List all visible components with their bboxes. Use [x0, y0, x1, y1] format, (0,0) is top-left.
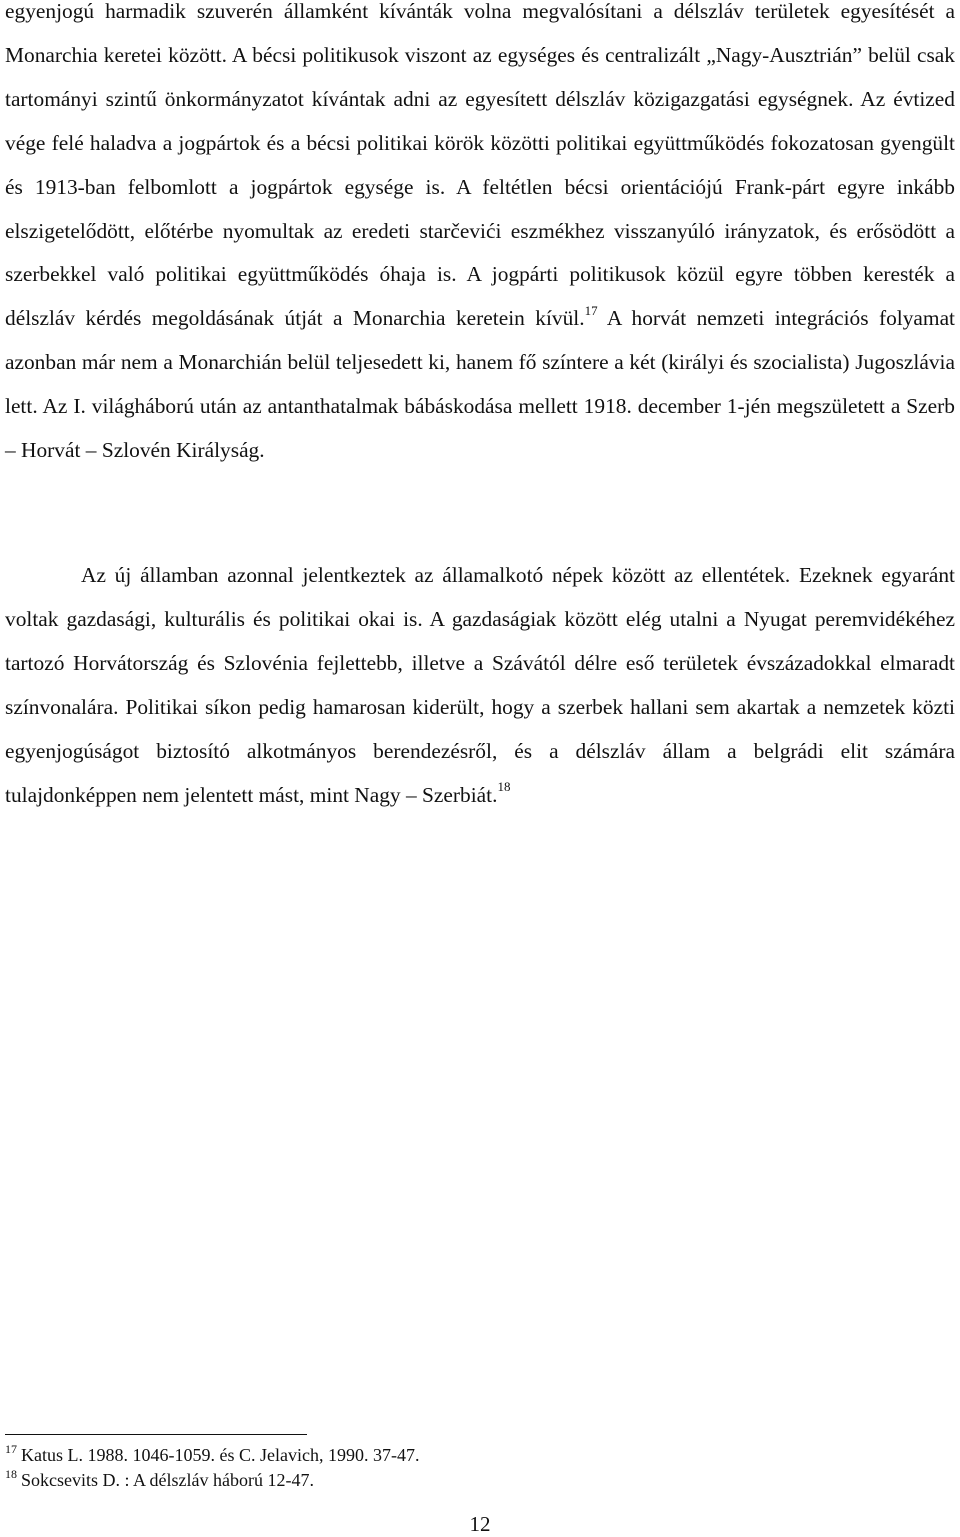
footnote-text: Katus L. 1988. 1046-1059. és C. Jelavich, 1990. 37-47. [21, 1445, 420, 1465]
footnotes [5, 1443, 905, 1493]
footnote-number: 17 [5, 1442, 17, 1456]
paragraph-2-text: Az új államban azonnal jelentkeztek az államalkotó népek között az ellentétek. Ezeknek egyaránt voltak gazdasági, kulturális és politikai okai is. A gazdaságiak között elég utalni a Nyugat peremvidékéhez tartozó Horvátország és Szlovénia fejlettebb, illetve a Szávától délre eső területek évszázadokkal elmaradt színvonalára. Politikai síkon pedig hamarosan kiderült, hogy a szerbek hallani sem akartak a nemzetek közti egyenjogúságot biztosító alkotmányos berendezésről, és a délszláv állam a belgrádi elit számára tulajdonképpen nem jelentett mást, mint Nagy – Szerbiát. [5, 563, 955, 807]
footnote-18 [5, 1468, 905, 1493]
paragraph-2 [5, 554, 955, 817]
paragraph-1-text-b: A horvát nemzeti integrációs folyamat azonban már nem a Monarchián belül teljesedett ki, hanem fő színtere a két (királyi és szocialista) Jugoszlávia lett. Az I. világháború után az antanthatalmak bábáskodása mellett 1918. december 1-jén megszületett a Szerb – Horvát – Szlovén Királyság. [5, 306, 956, 463]
footnote-17 [5, 1443, 905, 1468]
paragraph-1-text-a: egyenjogú harmadik szuverén államként kívánták volna megvalósítani a délszláv területek egyesítését a Monarchia keretei között. A bécsi politikusok viszont az egységes és centralizált „Nagy-Ausztrián” belül csak tartományi szintű önkormányzatot kívántak adni az egyesített délszláv közigazgatási egységnek. Az évtized vége felé haladva a jogpártok és a bécsi politikai körök közötti politikai együttműködés fokozatosan gyengült és 1913-ban felbomlott a jogpártok egysége is. A feltétlen bécsi orientációjú Frank-párt egyre inkább elszigetelődött, előtérbe nyomultak az eredeti starčevići eszmékhez visszanyúló irányzatok, és erősödött a szerbekkel való politikai együttműködés óhaja is. A jogpárti politikusok közül egyre többen keresték a délszláv kérdés megoldásának útját a Monarchia keretein kívül. [5, 0, 955, 331]
page-number: 12 [469, 1512, 491, 1536]
footnote-ref-17[interactable]: 17 [584, 303, 598, 319]
footnote-ref-18[interactable]: 18 [497, 779, 511, 795]
paragraph-1 [5, 0, 955, 473]
footnote-text: Sokcsevits D. : A délszláv háború 12-47. [21, 1470, 314, 1490]
footnote-separator [5, 1434, 307, 1435]
footnote-number: 18 [5, 1467, 17, 1481]
